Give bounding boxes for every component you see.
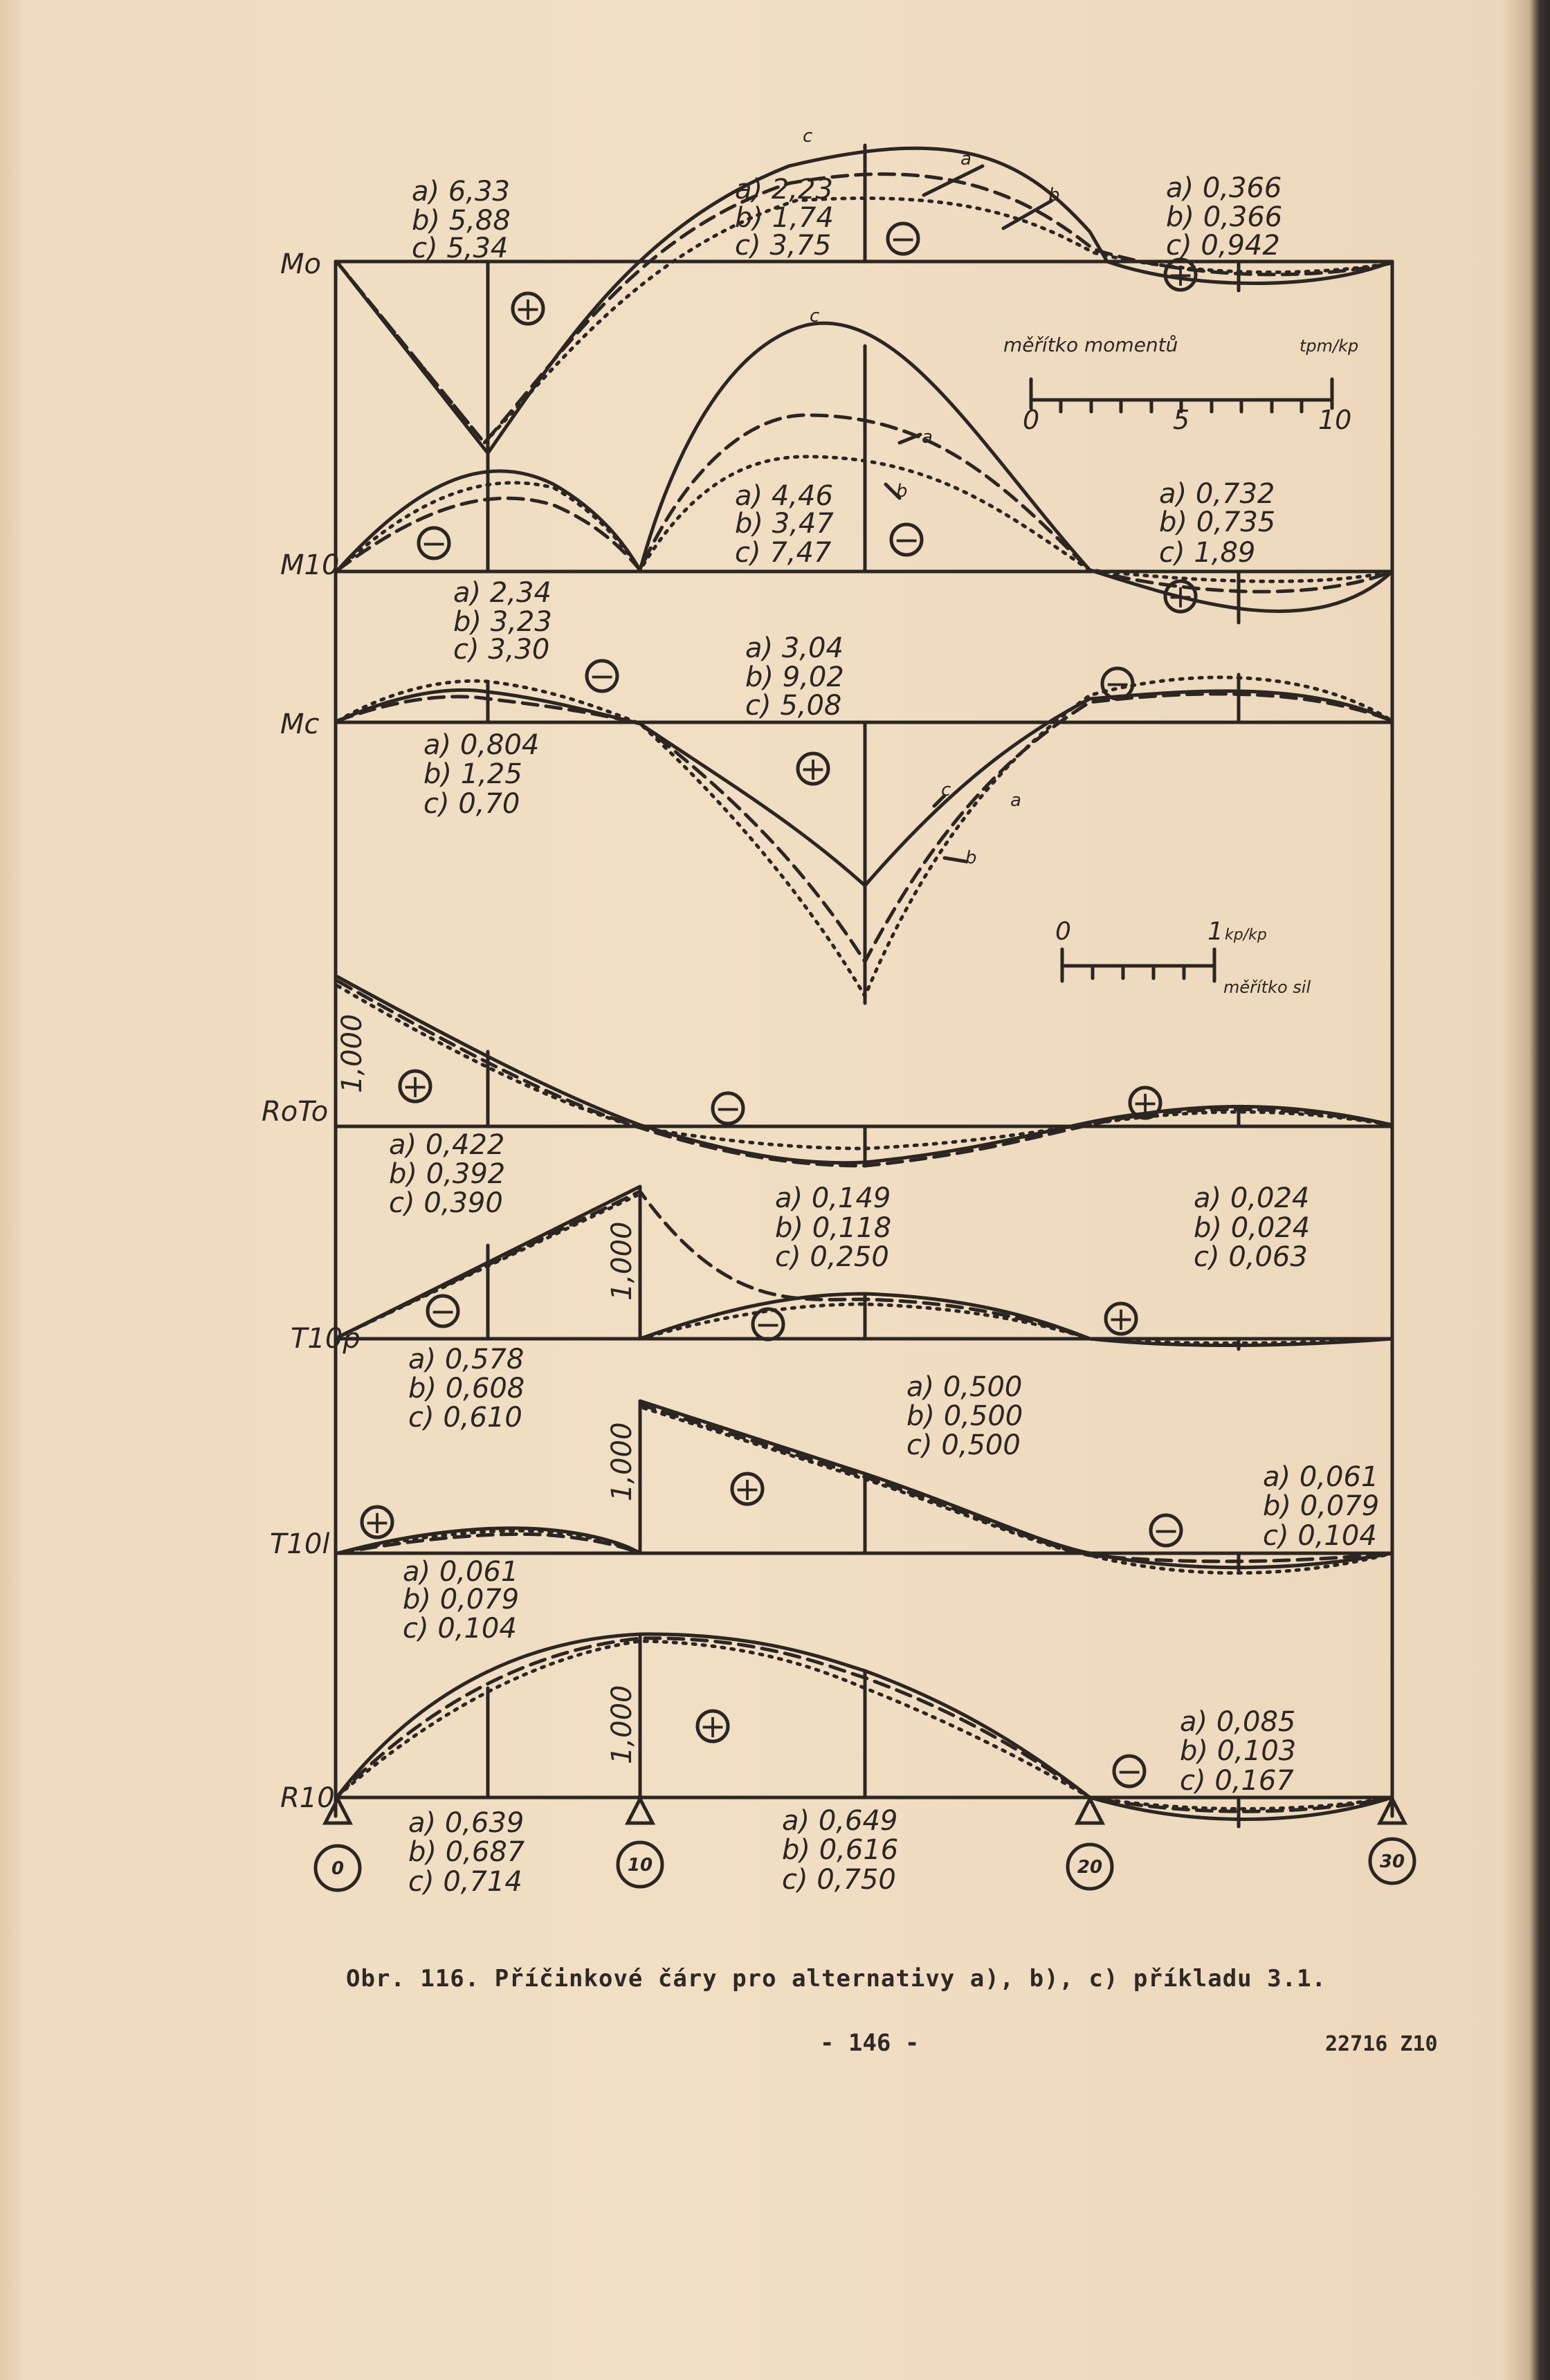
value-label: b) 5,88 xyxy=(412,205,511,237)
value-label: b) 0,392 xyxy=(389,1158,506,1190)
value-label: a) 0,804 xyxy=(423,729,540,761)
value-label: c) 3,30 xyxy=(453,634,550,666)
curve-tag: a xyxy=(1010,790,1021,811)
value-label: b) 1,74 xyxy=(735,202,834,234)
value-label: a) 0,639 xyxy=(408,1807,525,1839)
sign-minus: − xyxy=(893,521,920,558)
sign-plus: + xyxy=(733,1470,761,1508)
curve-tag: b xyxy=(1048,185,1060,205)
support-number: 20 xyxy=(1077,1857,1103,1878)
value-label: b) 0,079 xyxy=(403,1584,520,1615)
vertical-value-label: 1,000 xyxy=(606,1221,638,1301)
value-label: c) 0,390 xyxy=(389,1187,503,1219)
value-label: a) 0,422 xyxy=(389,1129,505,1161)
figure-caption: Obr. 116. Příčinkové čáry pro alternativy a), b), c) příkladu 3.1. xyxy=(346,1965,1327,1993)
value-label: b) 0,616 xyxy=(782,1834,899,1866)
axis-label: T10p xyxy=(291,1323,361,1355)
print-code: 22716 Z10 xyxy=(1325,2032,1438,2056)
sign-plus: + xyxy=(799,750,827,787)
value-label: a) 6,33 xyxy=(412,176,510,208)
value-label: a) 0,061 xyxy=(403,1556,519,1588)
moment-scale-title: měřítko momentů xyxy=(1003,333,1178,356)
value-label: a) 0,024 xyxy=(1194,1182,1310,1214)
value-label: b) 0,500 xyxy=(906,1400,1023,1432)
value-label: c) 0,942 xyxy=(1166,230,1280,262)
curve-tag: a xyxy=(922,427,933,448)
sign-minus: − xyxy=(754,1306,782,1343)
value-label: c) 5,08 xyxy=(745,690,842,722)
value-label: b) 0,366 xyxy=(1166,201,1283,233)
moment-scale-unit: tpm/kp xyxy=(1300,336,1359,356)
moment-scale-tick: 5 xyxy=(1173,405,1190,435)
support-number: 10 xyxy=(627,1855,653,1876)
value-label: a) 0,061 xyxy=(1263,1461,1379,1493)
value-label: b) 0,735 xyxy=(1159,506,1276,538)
force-scale-tick: 0 xyxy=(1055,917,1071,946)
value-label: a) 0,085 xyxy=(1180,1706,1296,1738)
value-label: b) 0,687 xyxy=(408,1836,525,1868)
vertical-value-label: 1,000 xyxy=(606,1422,638,1501)
value-label: b) 0,024 xyxy=(1194,1212,1311,1244)
moment-scale-tick: 0 xyxy=(1023,405,1040,435)
value-label: b) 0,103 xyxy=(1180,1735,1297,1767)
value-label: b) 9,02 xyxy=(745,661,844,693)
axis-label: M10 xyxy=(280,549,340,581)
sign-plus: + xyxy=(1167,256,1194,293)
sign-plus: + xyxy=(1131,1084,1159,1122)
value-label: a) 0,366 xyxy=(1166,172,1282,204)
force-scale-unit: kp/kp xyxy=(1225,926,1267,944)
sign-plus: + xyxy=(1107,1300,1135,1337)
sign-minus: − xyxy=(420,524,448,562)
sign-plus: + xyxy=(363,1503,391,1541)
value-label: a) 2,23 xyxy=(735,174,833,205)
axis-label: Mo xyxy=(280,248,321,280)
curve-tag: c xyxy=(810,306,820,327)
axis-label: T10l xyxy=(270,1528,330,1560)
support-number: 30 xyxy=(1379,1851,1405,1872)
vertical-value-label: 1,000 xyxy=(336,1014,368,1093)
value-label: c) 3,75 xyxy=(735,230,832,262)
value-label: a) 0,578 xyxy=(408,1344,525,1375)
sign-minus: − xyxy=(1115,1752,1143,1790)
value-label: a) 0,732 xyxy=(1159,478,1275,510)
sign-minus: − xyxy=(714,1090,742,1127)
force-scale-title: měřítko sil xyxy=(1223,978,1311,997)
value-label: c) 0,104 xyxy=(1263,1520,1377,1552)
value-label: c) 1,89 xyxy=(1159,537,1256,569)
curve-tag: b xyxy=(965,848,977,868)
value-label: c) 0,714 xyxy=(408,1866,522,1898)
value-label: a) 0,649 xyxy=(782,1805,898,1837)
sign-minus: − xyxy=(1152,1512,1180,1549)
value-label: c) 0,167 xyxy=(1180,1765,1294,1797)
page-number: - 146 - xyxy=(820,2029,920,2057)
value-label: b) 3,47 xyxy=(735,508,834,540)
value-label: b) 0,079 xyxy=(1263,1490,1380,1522)
value-label: c) 0,610 xyxy=(408,1402,522,1434)
value-label: c) 0,104 xyxy=(403,1613,517,1645)
axis-label: RoTo xyxy=(262,1096,329,1128)
curve-tag: c xyxy=(941,780,951,800)
sign-plus: + xyxy=(699,1708,727,1745)
value-label: b) 3,23 xyxy=(453,606,552,638)
value-label: b) 0,118 xyxy=(775,1212,892,1244)
sign-minus: − xyxy=(889,220,917,257)
value-label: c) 0,70 xyxy=(423,788,520,820)
value-label: c) 0,750 xyxy=(782,1864,896,1896)
value-label: b) 1,25 xyxy=(423,758,522,790)
sign-minus: − xyxy=(1104,665,1131,702)
value-label: a) 2,34 xyxy=(453,577,551,609)
value-label: c) 0,500 xyxy=(906,1429,1021,1461)
axis-label: Mc xyxy=(280,708,320,740)
value-label: c) 0,063 xyxy=(1194,1241,1308,1273)
axis-label: R10 xyxy=(280,1782,335,1814)
sign-minus: − xyxy=(429,1292,457,1330)
value-label: a) 3,04 xyxy=(745,632,844,664)
sign-plus: + xyxy=(514,290,542,327)
value-label: c) 5,34 xyxy=(412,232,509,264)
support-number: 0 xyxy=(331,1858,345,1879)
sign-plus: + xyxy=(401,1068,429,1105)
value-label: b) 0,608 xyxy=(408,1373,525,1404)
force-scale-tick: 1 xyxy=(1207,917,1223,946)
value-label: a) 4,46 xyxy=(735,480,833,512)
curve-tag: a xyxy=(960,149,972,170)
curve-tag: c xyxy=(803,126,813,147)
value-label: c) 0,250 xyxy=(775,1241,889,1273)
sign-plus: + xyxy=(1167,578,1194,615)
value-label: a) 0,500 xyxy=(906,1371,1023,1403)
sign-minus: − xyxy=(588,657,616,695)
curve-tag: b xyxy=(896,481,908,502)
value-label: a) 0,149 xyxy=(775,1182,891,1214)
value-label: c) 7,47 xyxy=(735,537,832,569)
moment-scale-tick: 10 xyxy=(1318,405,1352,435)
vertical-value-label: 1,000 xyxy=(606,1685,638,1764)
